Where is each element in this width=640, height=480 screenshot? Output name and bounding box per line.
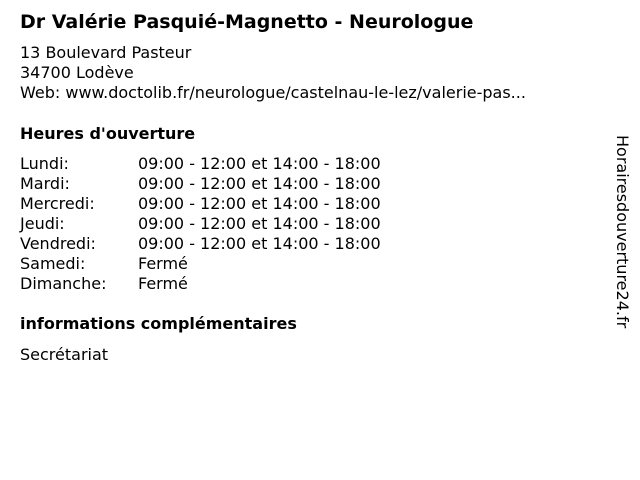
website-text: Web: www.doctolib.fr/neurologue/castelnau-le-lez/valerie-pas... — [20, 83, 526, 102]
page-title: Dr Valérie Pasquié-Magnetto - Neurologue — [20, 11, 474, 33]
day-label: Mardi: — [20, 174, 70, 193]
side-watermark — [612, 135, 632, 345]
address-street: 13 Boulevard Pasteur — [20, 43, 192, 62]
info-text: Secrétariat — [20, 345, 109, 364]
side-watermark-text: Horairesdouverture24.fr — [613, 135, 632, 329]
address-city: 34700 Lodève — [20, 63, 134, 82]
time-value: 09:00 - 12:00 et 14:00 - 18:00 — [138, 194, 381, 213]
day-label: Mercredi: — [20, 194, 95, 213]
time-value: 09:00 - 12:00 et 14:00 - 18:00 — [138, 214, 381, 233]
time-value: 09:00 - 12:00 et 14:00 - 18:00 — [138, 154, 381, 173]
day-label: Samedi: — [20, 254, 86, 273]
day-label: Dimanche: — [20, 274, 107, 293]
day-label: Jeudi: — [20, 214, 65, 233]
day-label: Vendredi: — [20, 234, 96, 253]
info-heading: informations complémentaires — [20, 314, 297, 333]
address-block — [20, 43, 526, 103]
hours-heading: Heures d'ouverture — [20, 124, 196, 143]
day-label: Lundi: — [20, 154, 69, 173]
time-value: Fermé — [138, 274, 188, 293]
time-value: 09:00 - 12:00 et 14:00 - 18:00 — [138, 234, 381, 253]
time-value: 09:00 - 12:00 et 14:00 - 18:00 — [138, 174, 381, 193]
time-value: Fermé — [138, 254, 188, 273]
